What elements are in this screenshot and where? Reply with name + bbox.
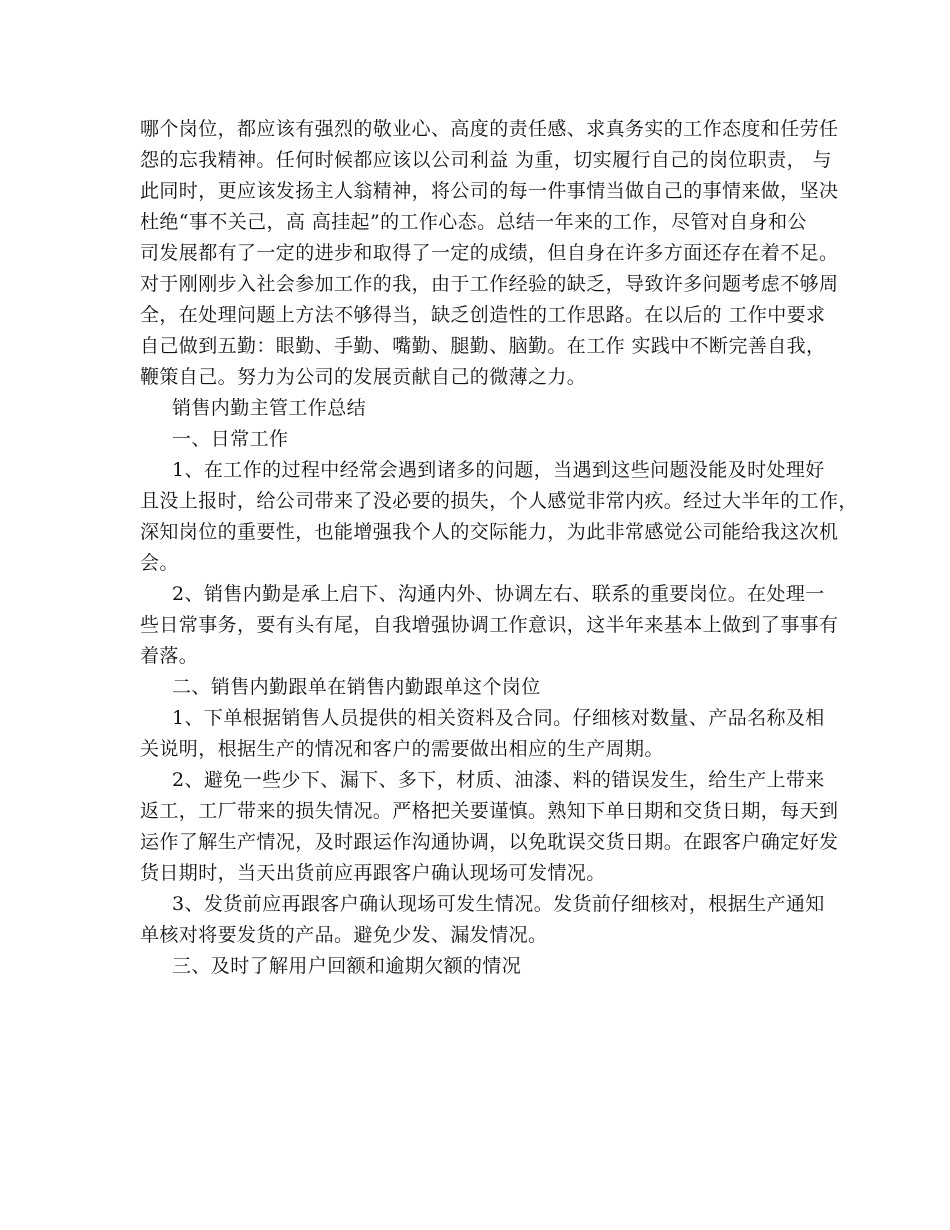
- text-line: 1、在工作的过程中经常会遇到诸多的问题，当遇到这些问题没能及时处理好: [172, 459, 825, 481]
- document-body: [140, 114, 858, 982]
- text-line: 2、销售内勤是承上启下、沟通内外、协调左右、联系的重要岗位。在处理一: [172, 583, 825, 605]
- text-line: 些日常事务，要有头有尾，自我增强协调工作意识，这半年来基本上做到了事事有: [140, 614, 839, 636]
- text-line: 单核对将要发货的产品。避免少发、漏发情况。: [140, 924, 548, 946]
- text-line: 一、日常工作: [172, 428, 289, 450]
- text-line: 此同时，更应该发扬主人翁精神，将公司的每一件事情当做自己的事情来做，坚决: [140, 180, 839, 202]
- text-line: 返工，工厂带来的损失情况。严格把关要谨慎。熟知下单日期和交货日期，每天到: [140, 800, 839, 822]
- text-line: 3、发货前应再跟客户确认现场可发生情况。发货前仔细核对，根据生产通知: [172, 893, 825, 915]
- text-line: 三、及时了解用户回额和逾期欠额的情况: [172, 955, 522, 977]
- text-line: 货日期时，当天出货前应再跟客户确认现场可发情况。: [140, 862, 606, 884]
- text-line: 会。: [140, 552, 179, 574]
- text-line: 司发展都有了一定的进步和取得了一定的成绩，但自身在许多方面还存在着不足。: [140, 242, 839, 264]
- text-line: 关说明，根据生产的情况和客户的需要做出相应的生产周期。: [140, 738, 664, 760]
- text-line: 运作了解生产情况，及时跟运作沟通协调，以免耽误交货日期。在跟客户确定好发: [140, 831, 839, 853]
- text-line: 着落。: [140, 645, 199, 667]
- text-line: 自己做到五勤：眼勤、手勤、嘴勤、腿勤、脑勤。在工作 实践中不断完善自我，: [140, 335, 826, 357]
- text-line: 杜绝“事不关己，高 高挂起”的工作心态。总结一年来的工作，尽管对自身和公: [140, 211, 807, 233]
- text-line: 二、销售内勤跟单在销售内勤跟单这个岗位: [172, 676, 541, 698]
- text-line: 深知岗位的重要性，也能增强我个人的交际能力，为此非常感觉公司能给我这次机: [140, 521, 839, 543]
- text-line: 1、下单根据销售人员提供的相关资料及合同。仔细核对数量、产品名称及相: [172, 707, 825, 729]
- text-line: 2、避免一些少下、漏下、多下，材质、油漆、料的错误发生，给生产上带来: [172, 769, 825, 791]
- text-line: 哪个岗位，都应该有强烈的敬业心、高度的责任感、求真务实的工作态度和任劳任: [140, 118, 839, 140]
- text-line: 全，在处理问题上方法不够得当，缺乏创造性的工作思路。在以后的 工作中要求: [140, 304, 826, 326]
- text-line: 且没上报时，给公司带来了没必要的损失，个人感觉非常内疚。经过大半年的工作，: [140, 490, 858, 512]
- text-line: 鞭策自己。努力为公司的发展贡献自己的微薄之力。: [140, 366, 587, 388]
- text-line: 对于刚刚步入社会参加工作的我，由于工作经验的缺乏，导致许多问题考虑不够周: [140, 273, 839, 295]
- text-line: 怨的忘我精神。任何时候都应该以公司利益 为重，切实履行自己的岗位职责， 与: [140, 149, 832, 171]
- text-line: 销售内勤主管工作总结: [172, 397, 367, 419]
